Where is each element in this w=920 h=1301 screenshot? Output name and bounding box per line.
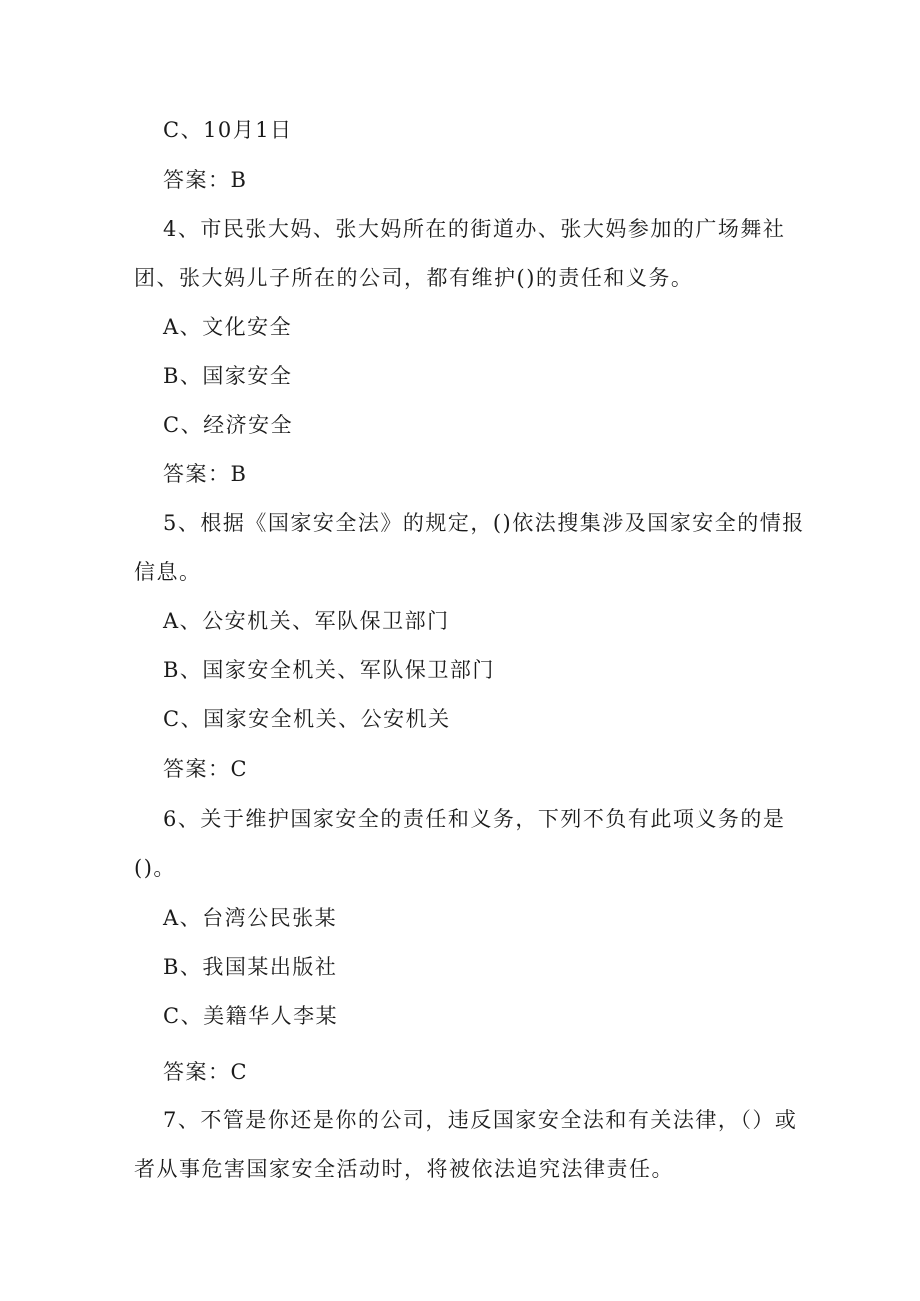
question-7-stem-line-1: 7、不管是你还是你的公司，违反国家安全法和有关法律，（）或 [163,1108,798,1132]
question-5-option-b: B、国家安全机关、军队保卫部门 [163,658,495,682]
prev-question-answer: 答案：B [163,168,248,192]
question-4-option-a: A、文化安全 [163,315,293,339]
question-4-stem-line-1: 4、市民张大妈、张大妈所在的街道办、张大妈参加的广场舞社 [163,217,786,241]
question-6-answer: 答案：C [163,1060,249,1084]
question-7-stem-line-2: 者从事危害国家安全活动时，将被依法追究法律责任。 [134,1157,674,1181]
question-6-stem-line-2: ()。 [134,856,176,880]
question-4-option-c: C、经济安全 [163,413,294,437]
question-5-option-a: A、公安机关、军队保卫部门 [163,609,450,633]
question-4-option-b: B、国家安全 [163,364,293,388]
question-5-stem-line-1: 5、根据《国家安全法》的规定，()依法搜集涉及国家安全的情报 [163,511,805,535]
question-5-answer: 答案：C [163,757,249,781]
question-6-stem-line-1: 6、关于维护国家安全的责任和义务，下列不负有此项义务的是 [163,807,786,831]
question-6-option-c: C、美籍华人李某 [163,1004,339,1028]
prev-question-option-c: C、10月1日 [163,118,293,142]
question-6-option-a: A、台湾公民张某 [163,906,338,930]
question-6-option-b: B、我国某出版社 [163,955,338,979]
question-4-answer: 答案：B [163,462,248,486]
question-5-stem-line-2: 信息。 [134,560,202,584]
question-4-stem-line-2: 团、张大妈儿子所在的公司，都有维护()的责任和义务。 [134,266,694,290]
question-5-option-c: C、国家安全机关、公安机关 [163,707,451,731]
